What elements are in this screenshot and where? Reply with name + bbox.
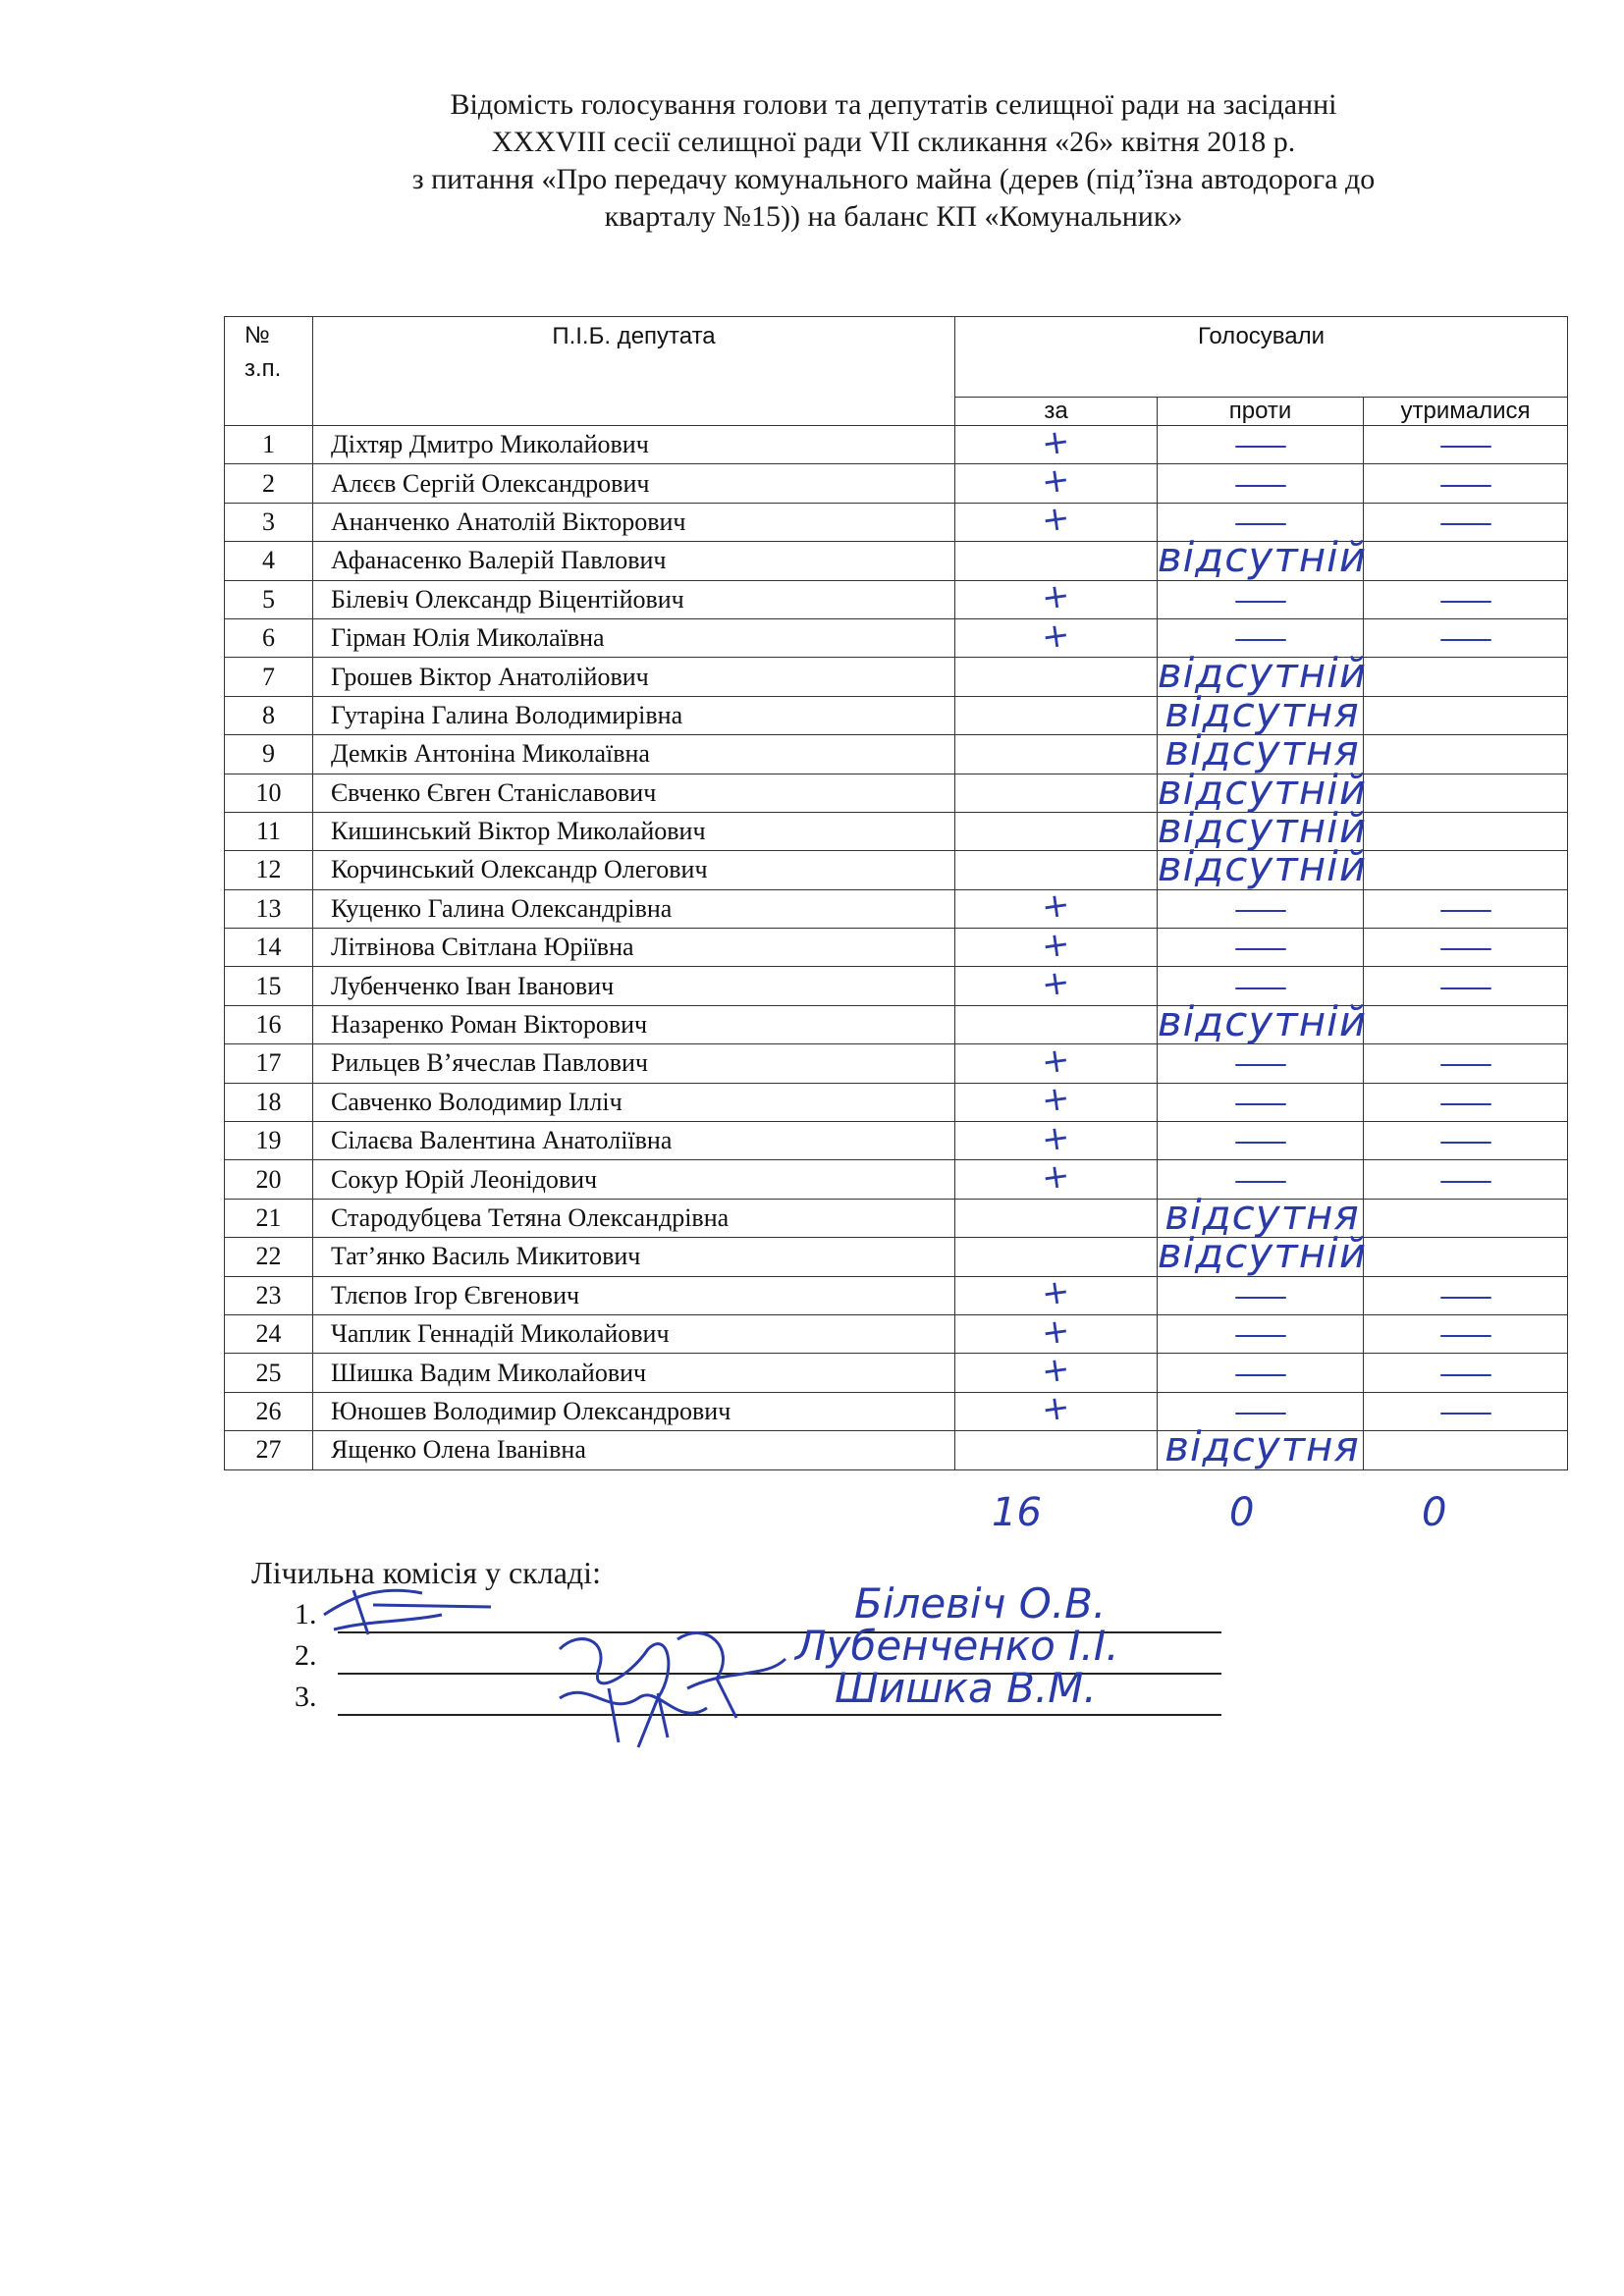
deputy-name: Афанасенко Валерій Павлович	[313, 542, 955, 580]
table-row	[225, 1199, 1568, 1237]
title-line-4: кварталу №15)) на баланс КП «Комунальник»	[604, 200, 1183, 233]
dash-mark	[1235, 446, 1286, 448]
vote-abstained-cell	[1364, 929, 1568, 967]
plus-mark: +	[1039, 1155, 1073, 1199]
vote-for-cell	[955, 1422, 1360, 1471]
vote-abstained-cell	[1364, 464, 1568, 503]
deputy-name: Гірман Юлія Миколаївна	[313, 618, 955, 657]
vote-against-cell	[1158, 1044, 1364, 1083]
vote-against-cell	[1158, 1314, 1364, 1353]
header-number-abbr: з.п.	[244, 355, 282, 382]
row-number: 20	[225, 1160, 313, 1199]
commission-heading: Лічильна комісія у складі:	[251, 1555, 601, 1590]
row-number: 6	[225, 618, 313, 657]
dash-mark	[1440, 523, 1491, 525]
plus-mark: +	[1039, 1116, 1073, 1160]
row-number: 14	[225, 929, 313, 967]
table-row	[225, 1044, 1568, 1083]
vote-for-cell	[955, 1040, 1158, 1083]
row-number: 8	[225, 696, 313, 734]
dash-mark	[1235, 910, 1286, 912]
vote-abstained-cell	[1364, 967, 1568, 1005]
row-number: 7	[225, 658, 313, 696]
dash-mark	[1235, 1103, 1286, 1105]
vote-against-cell	[1158, 1392, 1364, 1430]
vote-against-cell	[1158, 1122, 1364, 1160]
deputy-name: Назаренко Роман Вікторович	[313, 1005, 955, 1043]
plus-mark: +	[1039, 884, 1073, 929]
vote-against-cell	[1158, 618, 1364, 657]
vote-against-cell	[1158, 658, 1364, 696]
vote-abstained-cell	[1364, 812, 1568, 850]
vote-abstained-cell	[1364, 1122, 1568, 1160]
absent-mark: відсутня	[1164, 726, 1360, 775]
dash-mark	[1235, 1335, 1286, 1337]
vote-abstained-cell	[1364, 542, 1568, 580]
dash-mark	[1440, 639, 1491, 641]
vote-against-cell	[1158, 774, 1364, 812]
dash-mark	[1440, 1413, 1491, 1415]
plus-mark: +	[1039, 420, 1073, 464]
row-number: 13	[225, 889, 313, 928]
deputy-name: Рильцев В’ячеслав Павлович	[313, 1044, 955, 1083]
vote-abstained-cell	[1364, 503, 1568, 541]
vote-for-cell	[955, 1271, 1158, 1315]
vote-against-cell	[1158, 1083, 1364, 1121]
table-row	[225, 696, 1568, 734]
vote-against-cell	[1158, 889, 1364, 928]
document-title	[236, 86, 1551, 236]
table-row	[225, 1392, 1568, 1430]
row-number: 18	[225, 1083, 313, 1121]
dash-mark	[1440, 1181, 1491, 1183]
vote-for-cell	[955, 1229, 1368, 1278]
commission-member-1-name: Білевіч О.В.	[854, 1579, 1107, 1628]
dash-mark	[1440, 1064, 1491, 1066]
vote-abstained-cell	[1364, 1083, 1568, 1121]
table-row	[225, 542, 1568, 580]
deputy-name: Сокур Юрій Леонідович	[313, 1160, 955, 1199]
deputy-name: Діхтяр Дмитро Миколайович	[313, 426, 955, 464]
vote-abstained-cell	[1364, 735, 1568, 774]
dash-mark	[1235, 485, 1286, 487]
row-number: 27	[225, 1431, 313, 1469]
dash-mark	[1235, 1413, 1286, 1415]
vote-against-cell	[1158, 464, 1364, 503]
header-abstained: утрималися	[1364, 398, 1568, 426]
dash-mark	[1235, 1142, 1286, 1144]
vote-for-cell	[955, 1190, 1360, 1239]
vote-for-cell	[955, 803, 1368, 852]
table-row	[225, 812, 1568, 850]
table-row	[225, 658, 1568, 696]
table-row	[225, 1314, 1568, 1353]
vote-abstained-cell	[1364, 1392, 1568, 1430]
vote-for-cell	[955, 884, 1158, 929]
absent-mark: відсутній	[1157, 996, 1368, 1045]
row-number: 21	[225, 1199, 313, 1237]
row-number: 1	[225, 426, 313, 464]
vote-for-cell	[955, 687, 1360, 736]
vote-for-cell	[955, 614, 1158, 658]
vote-for-cell	[955, 765, 1368, 814]
deputy-name: Тлєпов Ігор Євгенович	[313, 1276, 955, 1314]
title-line-2: XXXVIII сесії селищної ради VII скликання «26» квітня 2018 р.	[491, 126, 1296, 158]
absent-mark: відсутня	[1164, 687, 1360, 736]
deputy-name: Шишка Вадим Миколайович	[313, 1354, 955, 1392]
vote-against-cell	[1158, 735, 1364, 774]
vote-abstained-cell	[1364, 658, 1568, 696]
vote-against-cell	[1158, 1160, 1364, 1199]
absent-mark: відсутній	[1157, 803, 1368, 852]
vote-abstained-cell	[1364, 618, 1568, 657]
vote-for-cell	[955, 1078, 1158, 1122]
row-number: 2	[225, 464, 313, 503]
vote-abstained-cell	[1364, 426, 1568, 464]
deputy-name: Тат’янко Василь Микитович	[313, 1238, 955, 1276]
dash-mark	[1440, 601, 1491, 603]
deputy-name: Ананченко Анатолій Вікторович	[313, 503, 955, 541]
dash-mark	[1440, 446, 1491, 448]
row-number: 19	[225, 1122, 313, 1160]
signature-1-scribble	[314, 1575, 511, 1644]
absent-mark: відсутній	[1157, 765, 1368, 814]
vote-for-cell	[955, 726, 1360, 775]
row-number: 24	[225, 1314, 313, 1353]
plus-mark: +	[1039, 575, 1073, 619]
row-number: 3	[225, 503, 313, 541]
vote-abstained-cell	[1364, 851, 1568, 889]
vote-abstained-cell	[1364, 1354, 1568, 1392]
vote-abstained-cell	[1364, 1160, 1568, 1199]
vote-abstained-cell	[1364, 580, 1568, 618]
deputy-name: Алєєв Сергій Олександрович	[313, 464, 955, 503]
dash-mark	[1440, 1103, 1491, 1105]
plus-mark: +	[1039, 459, 1073, 503]
deputy-name: Білевіч Олександр Віцентійович	[313, 580, 955, 618]
vote-for-cell	[955, 923, 1158, 967]
total-against: 0	[1229, 1490, 1255, 1535]
table-row	[225, 1122, 1568, 1160]
row-number: 12	[225, 851, 313, 889]
row-number: 10	[225, 774, 313, 812]
vote-for-cell	[955, 962, 1158, 1005]
deputy-name: Савченко Володимир Ілліч	[313, 1083, 955, 1121]
row-number: 11	[225, 812, 313, 850]
deputy-name: Гутаріна Галина Володимирівна	[313, 696, 955, 734]
title-line-1: Відомість голосування голови та депутатів селищної ради на засіданні	[450, 88, 1337, 121]
vote-against-cell	[1158, 1199, 1364, 1237]
plus-mark: +	[1039, 923, 1073, 967]
vote-for-cell	[955, 498, 1158, 542]
vote-abstained-cell	[1364, 1199, 1568, 1237]
vote-for-cell	[955, 996, 1368, 1045]
vote-for-cell	[955, 533, 1368, 582]
dash-mark	[1440, 1297, 1491, 1299]
dash-mark	[1235, 523, 1286, 525]
commission-item-3-num: 3.	[295, 1681, 317, 1713]
vote-against-cell	[1158, 929, 1364, 967]
header-against: проти	[1158, 398, 1364, 426]
vote-against-cell	[1158, 851, 1364, 889]
commission-item-2-num: 2.	[295, 1639, 317, 1672]
vote-for-cell	[955, 649, 1368, 698]
row-number: 17	[225, 1044, 313, 1083]
table-row	[225, 967, 1568, 1005]
table-row	[225, 851, 1568, 889]
deputy-name: Демків Антоніна Миколаївна	[313, 735, 955, 774]
deputy-name: Стародубцева Тетяна Олександрівна	[313, 1199, 955, 1237]
total-for: 16	[992, 1490, 1042, 1535]
vote-against-cell	[1158, 696, 1364, 734]
plus-mark: +	[1039, 1349, 1073, 1392]
table-row	[225, 580, 1568, 618]
title-line-3: з питання «Про передачу комунального майна (дерев (під’їзна автодорога до	[411, 163, 1376, 195]
vote-abstained-cell	[1364, 1276, 1568, 1314]
vote-for-cell	[955, 420, 1158, 464]
table-row	[225, 618, 1568, 657]
dash-mark	[1235, 948, 1286, 950]
row-number: 23	[225, 1276, 313, 1314]
table-row	[225, 929, 1568, 967]
row-number: 5	[225, 580, 313, 618]
deputy-name: Юношев Володимир Олександрович	[313, 1392, 955, 1430]
vote-for-cell	[955, 1349, 1158, 1392]
vote-abstained-cell	[1364, 1238, 1568, 1276]
voting-table	[224, 316, 1568, 1470]
vote-against-cell	[1158, 1005, 1364, 1043]
vote-against-cell	[1158, 1354, 1364, 1392]
row-number: 15	[225, 967, 313, 1005]
vote-against-cell	[1158, 426, 1364, 464]
dash-mark	[1235, 601, 1286, 603]
vote-for-cell	[955, 842, 1368, 891]
vote-for-cell	[955, 1387, 1158, 1431]
plus-mark: +	[1039, 1078, 1073, 1122]
vote-abstained-cell	[1364, 1314, 1568, 1353]
absent-mark: відсутній	[1157, 649, 1368, 698]
deputy-name: Євченко Євген Станіславович	[313, 774, 955, 812]
dash-mark	[1440, 1142, 1491, 1144]
row-number: 9	[225, 735, 313, 774]
vote-abstained-cell	[1364, 1044, 1568, 1083]
deputy-name: Куценко Галина Олександрівна	[313, 889, 955, 928]
vote-against-cell	[1158, 1238, 1364, 1276]
dash-mark	[1440, 1335, 1491, 1337]
header-number	[225, 317, 313, 426]
absent-mark: відсутній	[1157, 842, 1368, 891]
plus-mark: +	[1039, 498, 1073, 542]
row-number: 16	[225, 1005, 313, 1043]
row-number: 25	[225, 1354, 313, 1392]
dash-mark	[1235, 639, 1286, 641]
dash-mark	[1440, 988, 1491, 989]
dash-mark	[1440, 948, 1491, 950]
commission-item-1-num: 1.	[295, 1598, 317, 1630]
dash-mark	[1440, 485, 1491, 487]
row-number: 22	[225, 1238, 313, 1276]
vote-against-cell	[1158, 1276, 1364, 1314]
table-row	[225, 774, 1568, 812]
vote-abstained-cell	[1364, 1005, 1568, 1043]
dash-mark	[1440, 1374, 1491, 1376]
vote-for-cell	[955, 1155, 1158, 1199]
table-row	[225, 1431, 1568, 1469]
table-row	[225, 503, 1568, 541]
table-row	[225, 1238, 1568, 1276]
vote-against-cell	[1158, 967, 1364, 1005]
table-row	[225, 1005, 1568, 1043]
vote-for-cell	[955, 575, 1158, 619]
total-abstained: 0	[1422, 1490, 1447, 1535]
header-name: П.І.Б. депутата	[313, 317, 955, 426]
vote-against-cell	[1158, 542, 1364, 580]
dash-mark	[1235, 1374, 1286, 1376]
vote-against-cell	[1158, 812, 1364, 850]
plus-mark: +	[1039, 614, 1073, 658]
table-row	[225, 426, 1568, 464]
deputy-name: Чаплик Геннадій Миколайович	[313, 1314, 955, 1353]
commission-member-2-name: Лубенченко І.І.	[795, 1622, 1119, 1670]
plus-mark: +	[1039, 1040, 1073, 1083]
vote-abstained-cell	[1364, 889, 1568, 928]
row-number: 26	[225, 1392, 313, 1430]
plus-mark: +	[1039, 962, 1073, 1005]
dash-mark	[1235, 1297, 1286, 1299]
deputy-name: Сілаєва Валентина Анатоліївна	[313, 1122, 955, 1160]
deputy-name: Ященко Олена Іванівна	[313, 1431, 955, 1469]
absent-mark: відсутня	[1164, 1190, 1360, 1239]
plus-mark: +	[1039, 1309, 1073, 1354]
dash-mark	[1235, 1064, 1286, 1066]
table-row	[225, 889, 1568, 928]
deputy-name: Кишинський Віктор Миколайович	[313, 812, 955, 850]
deputy-name: Грошев Віктор Анатолійович	[313, 658, 955, 696]
header-number-sign: №	[244, 322, 270, 348]
vote-abstained-cell	[1364, 774, 1568, 812]
vote-abstained-cell	[1364, 1431, 1568, 1469]
signature-3-scribble	[550, 1669, 746, 1747]
dash-mark	[1235, 1181, 1286, 1183]
dash-mark	[1440, 910, 1491, 912]
table-row	[225, 735, 1568, 774]
vote-against-cell	[1158, 503, 1364, 541]
absent-mark: відсутня	[1164, 1422, 1360, 1471]
deputy-name: Лубенченко Іван Іванович	[313, 967, 955, 1005]
table-row	[225, 464, 1568, 503]
commission-member-3-name: Шишка В.М.	[835, 1664, 1097, 1712]
header-voted: Голосували	[955, 317, 1568, 398]
vote-for-cell	[955, 1116, 1158, 1160]
deputy-name: Корчинський Олександр Олегович	[313, 851, 955, 889]
absent-mark: відсутній	[1157, 1229, 1368, 1278]
table-row	[225, 1354, 1568, 1392]
deputy-name: Літвінова Світлана Юріївна	[313, 929, 955, 967]
vote-abstained-cell	[1364, 696, 1568, 734]
vote-for-cell	[955, 1309, 1158, 1354]
vote-against-cell	[1158, 1431, 1364, 1469]
vote-for-cell	[955, 459, 1158, 503]
plus-mark: +	[1039, 1387, 1073, 1431]
plus-mark: +	[1039, 1271, 1073, 1315]
table-row	[225, 1276, 1568, 1314]
row-number: 4	[225, 542, 313, 580]
header-for: за	[955, 398, 1158, 426]
absent-mark: відсутній	[1157, 533, 1368, 582]
vote-against-cell	[1158, 580, 1364, 618]
table-row	[225, 1160, 1568, 1199]
table-row	[225, 1083, 1568, 1121]
dash-mark	[1235, 988, 1286, 989]
